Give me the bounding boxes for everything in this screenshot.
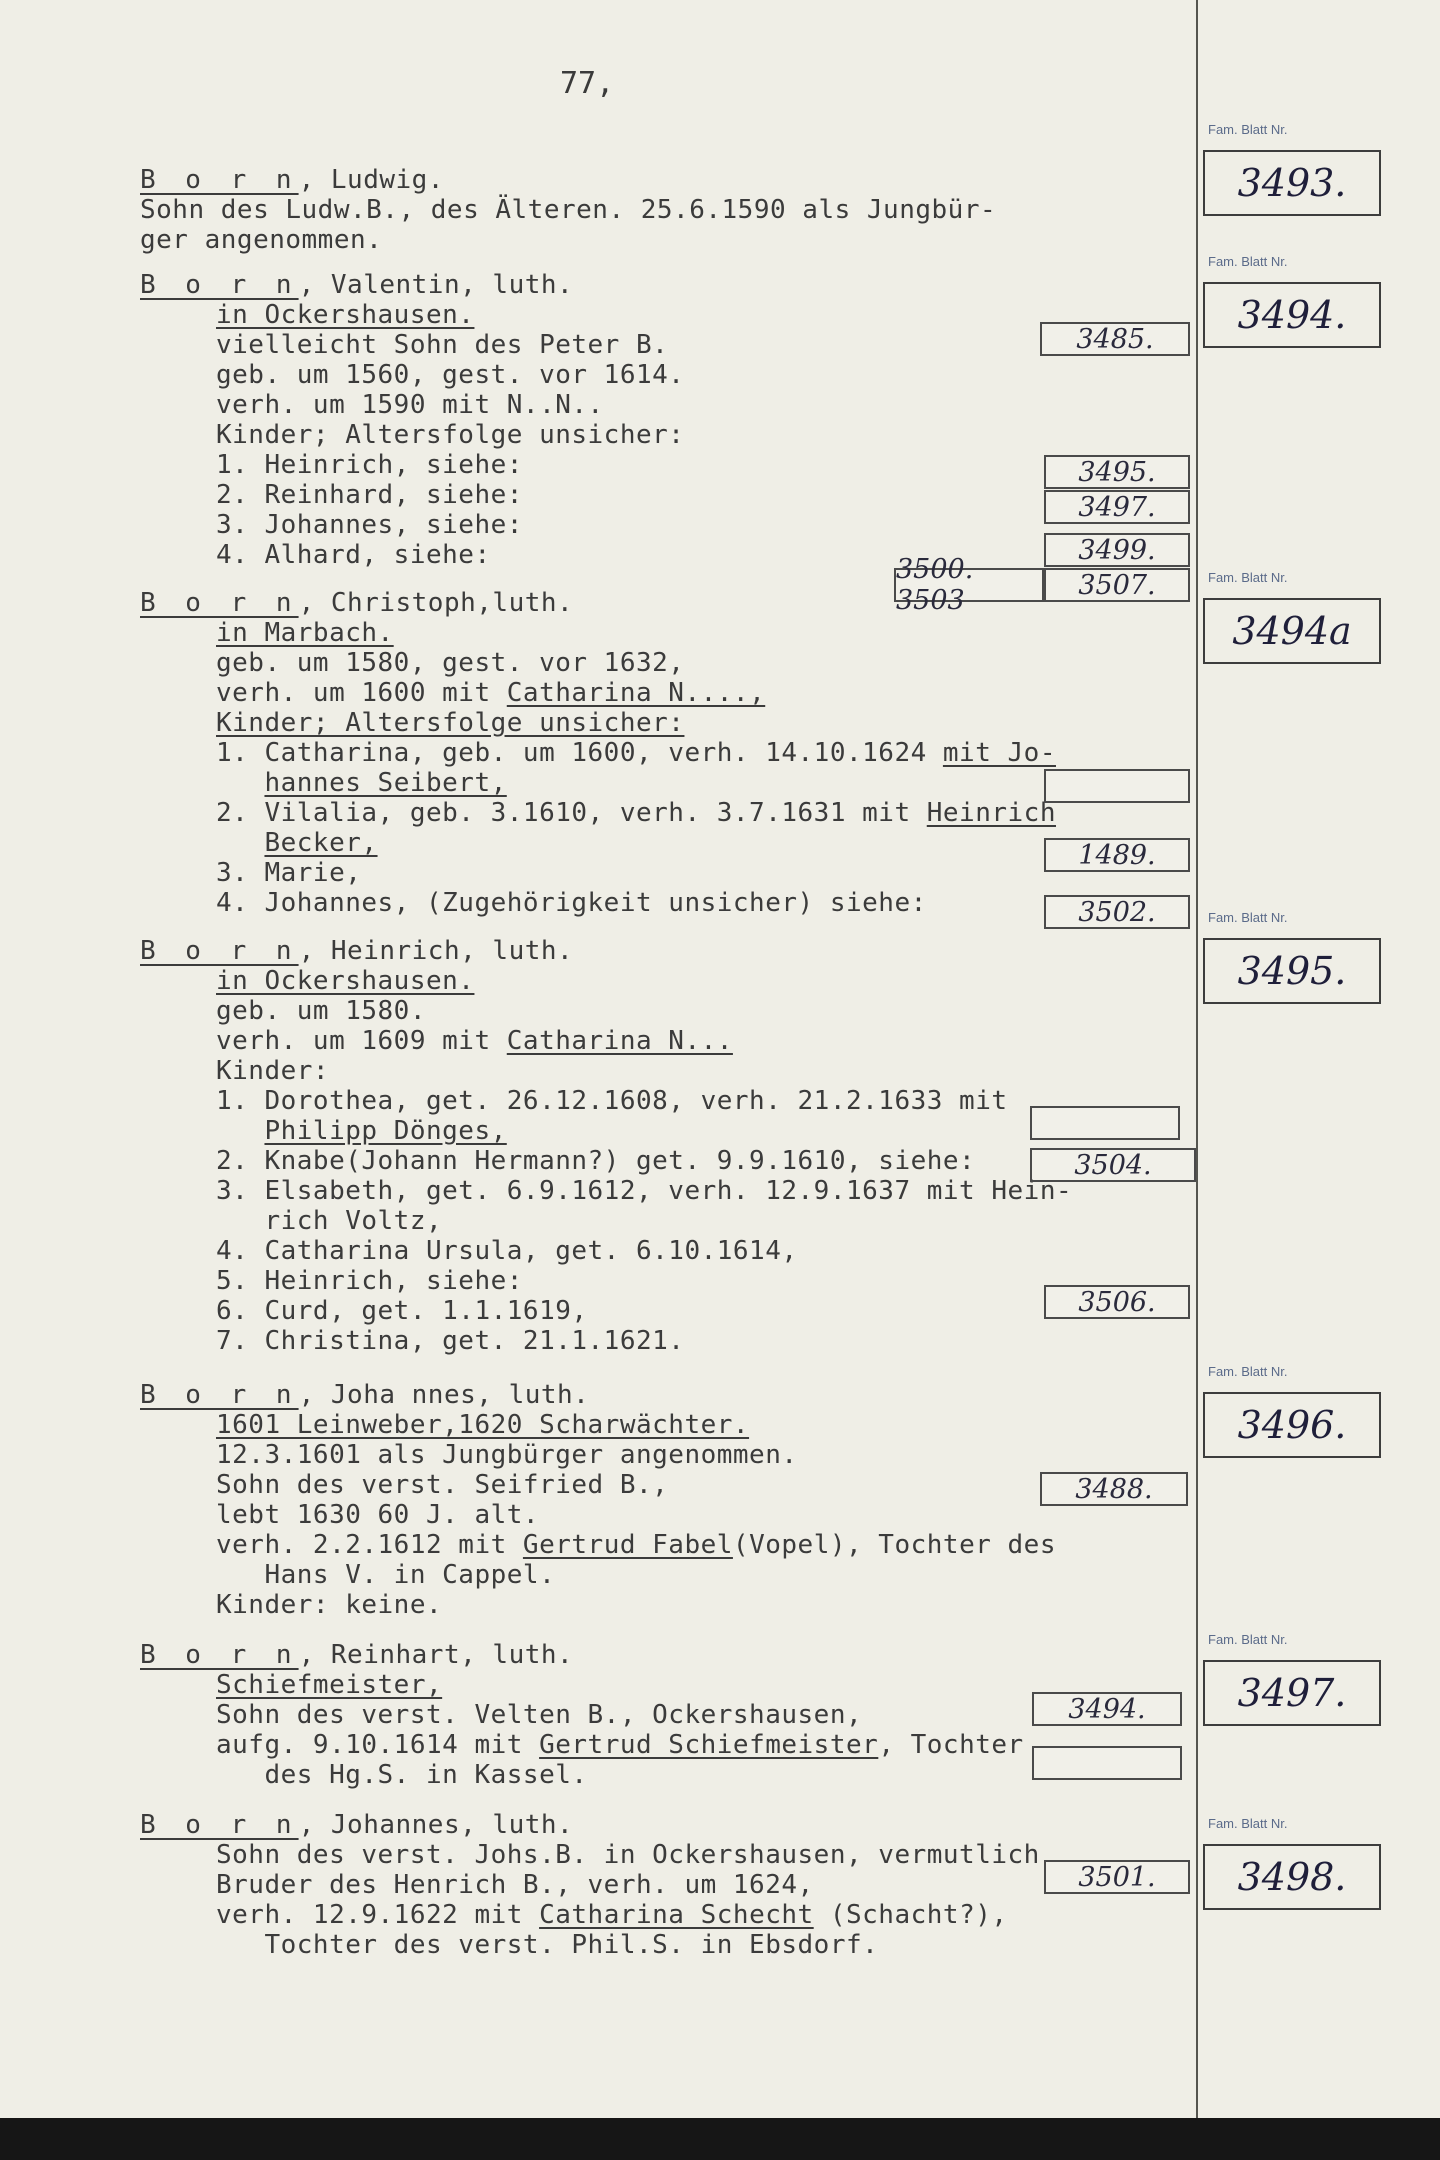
entry-line	[216, 1560, 555, 1590]
text-segment: Catharina N...	[506, 1026, 733, 1056]
text-segment: Sohn des Ludw.B., des Älteren. 25.6.1590 als Jungbür-	[140, 195, 997, 225]
text-segment: Catharina Schecht	[539, 1900, 814, 1930]
entry-line	[216, 1146, 975, 1176]
fam-blatt-number: 3494.	[1203, 282, 1381, 348]
entry-line	[216, 1440, 798, 1470]
entry-line	[216, 798, 1056, 828]
entry-line	[216, 1870, 814, 1900]
text-segment: , Johannes, luth.	[298, 1810, 574, 1840]
text-segment: 3. Elsabeth, get. 6.9.1612, verh. 12.9.1637 mit Hein-	[216, 1176, 1073, 1206]
entry-line	[216, 1840, 1040, 1870]
fam-blatt-label: Fam. Blatt Nr.	[1208, 1632, 1288, 1647]
text-segment: Sohn des verst. Seifried B.,	[216, 1470, 669, 1500]
reference-box: 3500. 3503	[894, 568, 1044, 602]
fam-blatt-number: 3496.	[1203, 1392, 1381, 1458]
fam-blatt-number: 3498.	[1203, 1844, 1381, 1910]
text-segment: 12.3.1601 als Jungbürger angenommen.	[216, 1440, 798, 1470]
entry-line	[216, 390, 604, 420]
entry-line	[216, 888, 927, 918]
text-segment: 4. Alhard, siehe:	[216, 540, 491, 570]
text-segment: Hans V. in Cappel.	[216, 1560, 556, 1590]
entry-line	[216, 1236, 798, 1266]
entry-line	[216, 648, 684, 678]
text-segment: geb. um 1580.	[216, 996, 426, 1026]
entry-line	[216, 330, 668, 360]
text-segment: , Joha nnes, luth.	[298, 1380, 590, 1410]
text-segment: verh. 2.2.1612 mit	[216, 1530, 523, 1560]
reference-box	[1030, 1106, 1180, 1140]
text-segment: , Reinhart, luth.	[298, 1640, 574, 1670]
entry-line	[216, 966, 474, 996]
text-segment: 2. Vilalia, geb. 3.1610, verh. 3.7.1631 mit	[216, 798, 927, 828]
text-segment: , Tochter	[878, 1730, 1024, 1760]
entry-line	[216, 1730, 1024, 1760]
entry-line	[216, 540, 491, 570]
text-segment: Sohn des verst. Johs.B. in Ockershausen, vermutlich	[216, 1840, 1040, 1870]
entry-line	[216, 1206, 442, 1236]
text-segment: Tochter des verst. Phil.S. in Ebsdorf.	[216, 1930, 879, 1960]
entry-line	[140, 195, 996, 225]
entry-line	[216, 420, 684, 450]
text-segment: in Marbach.	[216, 618, 394, 648]
reference-box: 3507.	[1044, 568, 1190, 602]
entry-line	[216, 360, 684, 390]
text-segment: , Valentin, luth.	[298, 270, 574, 300]
surname: B o r n	[140, 936, 299, 966]
text-segment: 7. Christina, get. 21.1.1621.	[216, 1326, 685, 1356]
text-segment: Kinder; Altersfolge unsicher:	[216, 708, 685, 738]
fam-blatt-number: 3495.	[1203, 938, 1381, 1004]
text-segment: 1. Catharina, geb. um 1600, verh. 14.10.1624	[216, 738, 943, 768]
reference-box: 3501.	[1044, 1860, 1190, 1894]
surname: B o r n	[140, 165, 299, 195]
reference-box: 3485.	[1040, 322, 1190, 356]
entry-heading	[140, 1380, 589, 1410]
entry-line	[216, 1700, 862, 1730]
text-segment: verh. um 1609 mit	[216, 1026, 507, 1056]
entry-line	[216, 1590, 442, 1620]
text-segment: Sohn des verst. Velten B., Ockershausen,	[216, 1700, 863, 1730]
text-segment	[216, 1116, 264, 1146]
reference-box	[1032, 1746, 1182, 1780]
entry-heading	[140, 270, 573, 300]
text-segment: Gertrud Schiefmeister	[539, 1730, 879, 1760]
text-segment: , Ludwig.	[298, 165, 444, 195]
entry-line	[216, 1500, 539, 1530]
text-segment	[216, 828, 264, 858]
text-segment: 6. Curd, get. 1.1.1619,	[216, 1296, 588, 1326]
text-segment: hannes Seibert,	[264, 768, 507, 798]
entry-heading	[140, 588, 573, 618]
text-segment: Kinder; Altersfolge unsicher:	[216, 420, 685, 450]
entry-line	[216, 1470, 668, 1500]
text-segment: verh. um 1600 mit	[216, 678, 507, 708]
entry-line	[216, 858, 361, 888]
entry-line	[216, 738, 1056, 768]
entry-line	[216, 1900, 1008, 1930]
text-segment: geb. um 1580, gest. vor 1632,	[216, 648, 685, 678]
text-segment: verh. um 1590 mit N..N..	[216, 390, 604, 420]
entry-line	[216, 996, 426, 1026]
scanner-edge	[0, 2118, 1440, 2160]
entry-line	[216, 1176, 1072, 1206]
fam-blatt-label: Fam. Blatt Nr.	[1208, 254, 1288, 269]
entry-line	[216, 1116, 507, 1146]
entry-line	[216, 678, 765, 708]
text-segment: (Vopel), Tochter des	[732, 1530, 1056, 1560]
entry-line	[216, 480, 523, 510]
entry-line	[216, 1296, 588, 1326]
text-segment: Kinder: keine.	[216, 1590, 443, 1620]
reference-box: 3499.	[1044, 533, 1190, 567]
reference-box: 3497.	[1044, 490, 1190, 524]
fam-blatt-label: Fam. Blatt Nr.	[1208, 1364, 1288, 1379]
text-segment: 1. Dorothea, get. 26.12.1608, verh. 21.2.1633 mit	[216, 1086, 1008, 1116]
entry-line	[216, 450, 523, 480]
reference-box: 3495.	[1044, 455, 1190, 489]
entry-line	[216, 1086, 1008, 1116]
text-segment: geb. um 1560, gest. vor 1614.	[216, 360, 685, 390]
entry-line	[216, 828, 378, 858]
text-segment: Bruder des Henrich B., verh. um 1624,	[216, 1870, 814, 1900]
text-segment: Schiefmeister,	[216, 1670, 443, 1700]
reference-box: 3506.	[1044, 1285, 1190, 1319]
reference-box	[1044, 769, 1190, 803]
text-segment: 3. Marie,	[216, 858, 362, 888]
entry-line	[216, 1026, 733, 1056]
entry-line	[216, 1530, 1056, 1560]
entry-line	[216, 1760, 588, 1790]
text-segment: Becker,	[264, 828, 378, 858]
text-segment	[216, 768, 264, 798]
text-segment: , Christoph,luth.	[298, 588, 574, 618]
fam-blatt-label: Fam. Blatt Nr.	[1208, 1816, 1288, 1831]
entry-line	[216, 768, 507, 798]
page-number: 77,	[560, 66, 615, 101]
reference-box: 1489.	[1044, 838, 1190, 872]
entry-heading	[140, 1810, 573, 1840]
text-segment: ger angenommen.	[140, 225, 383, 255]
entry-line	[216, 1410, 749, 1440]
text-segment: des Hg.S. in Kassel.	[216, 1760, 588, 1790]
fam-blatt-label: Fam. Blatt Nr.	[1208, 910, 1288, 925]
text-segment: 2. Knabe(Johann Hermann?) get. 9.9.1610, siehe:	[216, 1146, 976, 1176]
reference-box: 3488.	[1040, 1472, 1188, 1506]
text-segment: in Ockershausen.	[216, 300, 475, 330]
surname: B o r n	[140, 1640, 299, 1670]
text-segment: (Schacht?),	[813, 1900, 1008, 1930]
entry-heading	[140, 165, 444, 195]
text-segment: aufg. 9.10.1614 mit	[216, 1730, 540, 1760]
text-segment: 4. Johannes, (Zugehörigkeit unsicher) siehe:	[216, 888, 927, 918]
entry-line	[216, 510, 523, 540]
text-segment: lebt 1630 60 J. alt.	[216, 1500, 540, 1530]
surname: B o r n	[140, 588, 299, 618]
entry-line	[216, 618, 394, 648]
entry-line	[216, 1670, 442, 1700]
text-segment: in Ockershausen.	[216, 966, 475, 996]
text-segment: 2. Reinhard, siehe:	[216, 480, 523, 510]
fam-blatt-label: Fam. Blatt Nr.	[1208, 122, 1288, 137]
fam-blatt-number: 3494a	[1203, 598, 1381, 664]
entry-line	[216, 1930, 878, 1960]
reference-box: 3504.	[1030, 1148, 1196, 1182]
surname: B o r n	[140, 1810, 299, 1840]
text-segment: mit Jo-	[942, 738, 1056, 768]
text-segment: 1601 Leinweber,1620 Scharwächter.	[216, 1410, 750, 1440]
surname: B o r n	[140, 270, 299, 300]
surname: B o r n	[140, 1380, 299, 1410]
entry-line	[140, 225, 382, 255]
entry-heading	[140, 936, 573, 966]
entry-line	[216, 1266, 523, 1296]
text-segment: Gertrud Fabel	[522, 1530, 733, 1560]
reference-box: 3494.	[1032, 1692, 1182, 1726]
text-segment: Heinrich	[926, 798, 1056, 828]
text-segment: Kinder:	[216, 1056, 330, 1086]
entry-line	[216, 300, 474, 330]
entry-line	[216, 708, 684, 738]
text-segment: rich Voltz,	[216, 1206, 443, 1236]
text-segment: verh. 12.9.1622 mit	[216, 1900, 540, 1930]
fam-blatt-number: 3493.	[1203, 150, 1381, 216]
text-segment: vielleicht Sohn des Peter B.	[216, 330, 669, 360]
fam-blatt-number: 3497.	[1203, 1660, 1381, 1726]
text-segment: 3. Johannes, siehe:	[216, 510, 523, 540]
entry-line	[216, 1326, 684, 1356]
entry-heading	[140, 1640, 573, 1670]
text-segment: , Heinrich, luth.	[298, 936, 574, 966]
entry-line	[216, 1056, 329, 1086]
fam-blatt-label: Fam. Blatt Nr.	[1208, 570, 1288, 585]
text-segment: 5. Heinrich, siehe:	[216, 1266, 523, 1296]
text-segment: Catharina N....,	[506, 678, 766, 708]
reference-box: 3502.	[1044, 895, 1190, 929]
margin-rule	[1196, 0, 1198, 2118]
text-segment: Philipp Dönges,	[264, 1116, 507, 1146]
text-segment: 1. Heinrich, siehe:	[216, 450, 523, 480]
text-segment: 4. Catharina Ursula, get. 6.10.1614,	[216, 1236, 798, 1266]
